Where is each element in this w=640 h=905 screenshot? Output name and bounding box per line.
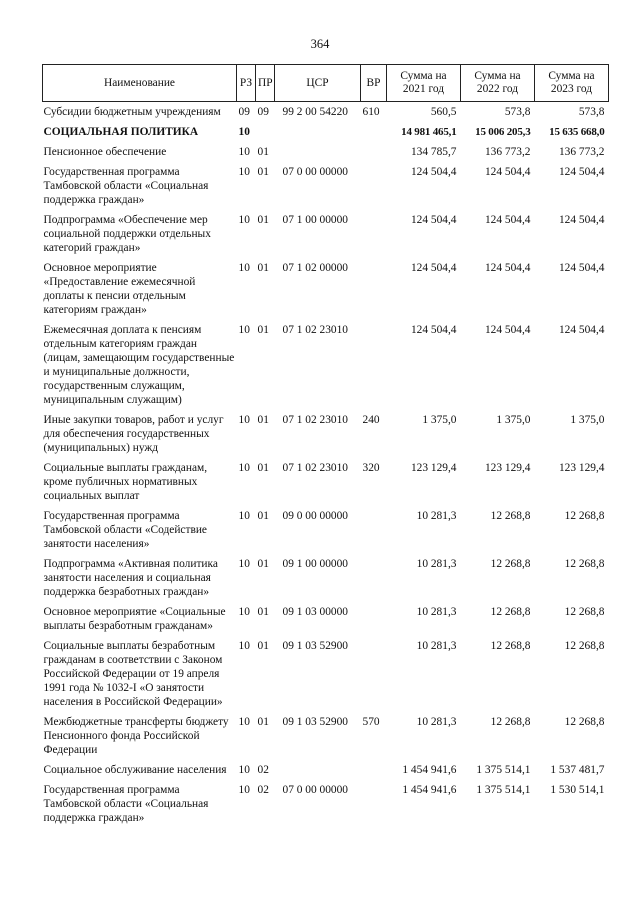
header-rz: РЗ <box>237 65 256 102</box>
row-sum-2021: 10 281,3 <box>416 510 457 522</box>
table-row <box>43 255 609 317</box>
row-sum-2021: 124 504,4 <box>410 214 457 226</box>
row-rz: 09 <box>238 106 250 118</box>
row-rz: 10 <box>238 510 250 522</box>
row-sum-2023: 12 268,8 <box>564 640 605 652</box>
row-pr: 01 <box>257 166 269 178</box>
row-pr: 01 <box>257 640 269 652</box>
budget-table <box>42 64 609 825</box>
header-pr: ПР <box>256 65 275 102</box>
row-sum-2023: 12 268,8 <box>564 558 605 570</box>
row-csr: 07 1 02 00000 <box>282 262 348 274</box>
row-sum-2022: 123 129,4 <box>484 462 531 474</box>
row-sum-2022: 124 504,4 <box>484 214 531 226</box>
row-vr <box>361 317 387 407</box>
row-pr: 01 <box>257 558 269 570</box>
row-name: Пенсионное обеспечение <box>43 146 167 158</box>
row-name: Межбюджетные трансферты бюджету Пенсионного фонда Российской Федерации <box>43 716 229 756</box>
row-sum-2023: 124 504,4 <box>558 324 605 336</box>
table-row <box>43 633 609 709</box>
row-rz: 10 <box>238 784 250 796</box>
row-sum-2022: 1 375 514,1 <box>476 784 531 796</box>
row-name: Социальные выплаты безработным гражданам в соответствии с Законом Российской Федерации от 19 апреля 1991 года № 1032-I «О занятости населения в Российской Федерации» <box>43 640 223 708</box>
row-name: Субсидии бюджетным учреждениям <box>43 106 221 118</box>
row-vr <box>361 503 387 551</box>
row-sum-2022: 136 773,2 <box>484 146 531 158</box>
row-csr: 99 2 00 54220 <box>282 106 348 118</box>
row-vr <box>361 139 387 159</box>
row-sum-2023: 124 504,4 <box>558 262 605 274</box>
row-pr <box>256 119 275 139</box>
row-csr: 07 1 02 23010 <box>282 414 348 426</box>
row-name: Подпрограмма «Активная политика занятости населения и социальная поддержка безработных граждан» <box>43 558 218 598</box>
row-sum-2021: 1 454 941,6 <box>402 764 457 776</box>
row-sum-2022: 124 504,4 <box>484 166 531 178</box>
row-sum-2021: 124 504,4 <box>410 166 457 178</box>
row-rz: 10 <box>238 146 250 158</box>
row-sum-2021: 10 281,3 <box>416 558 457 570</box>
row-vr: 610 <box>362 106 380 118</box>
row-pr: 01 <box>257 606 269 618</box>
row-pr: 01 <box>257 324 269 336</box>
row-vr <box>361 159 387 207</box>
row-vr <box>361 255 387 317</box>
row-pr: 01 <box>257 510 269 522</box>
row-vr <box>361 633 387 709</box>
row-sum-2023: 12 268,8 <box>564 716 605 728</box>
row-pr: 01 <box>257 146 269 158</box>
row-sum-2023: 573,8 <box>578 106 605 118</box>
row-pr: 01 <box>257 214 269 226</box>
row-vr <box>361 777 387 825</box>
row-sum-2023: 12 268,8 <box>564 606 605 618</box>
row-vr <box>361 119 387 139</box>
row-csr: 07 1 02 23010 <box>282 324 348 336</box>
row-name: Государственная программа Тамбовской области «Социальная поддержка граждан» <box>43 784 209 824</box>
row-sum-2023: 1 530 514,1 <box>550 784 605 796</box>
row-rz: 10 <box>238 126 250 138</box>
row-csr: 07 1 00 00000 <box>282 214 348 226</box>
row-name: Ежемесячная доплата к пенсиям отдельным категориям граждан (лицам, замещающим государственные и муниципальные должности, государственным служащим, муниципальным служащим) <box>43 324 235 406</box>
row-vr <box>361 551 387 599</box>
table-row <box>43 119 609 139</box>
page-number: 364 <box>310 37 330 51</box>
row-sum-2022: 573,8 <box>504 106 531 118</box>
row-sum-2023: 136 773,2 <box>558 146 605 158</box>
row-pr: 01 <box>257 716 269 728</box>
table-row <box>43 207 609 255</box>
row-rz: 10 <box>238 606 250 618</box>
row-rz: 10 <box>238 262 250 274</box>
row-rz: 10 <box>238 166 250 178</box>
table-row <box>43 455 609 503</box>
row-name: Государственная программа Тамбовской области «Социальная поддержка граждан» <box>43 166 209 206</box>
row-name: Подпрограмма «Обеспечение мер социальной поддержки отдельных категорий граждан» <box>43 214 211 254</box>
table-row <box>43 777 609 825</box>
row-sum-2021: 134 785,7 <box>410 146 457 158</box>
row-sum-2023: 124 504,4 <box>558 166 605 178</box>
row-csr: 09 1 03 00000 <box>282 606 348 618</box>
row-sum-2022: 15 006 205,3 <box>475 126 531 138</box>
row-csr <box>275 139 361 159</box>
table-row <box>43 317 609 407</box>
row-csr: 09 1 00 00000 <box>282 558 348 570</box>
row-sum-2022: 12 268,8 <box>490 716 531 728</box>
row-name: Государственная программа Тамбовской области «Содействие занятости населения» <box>43 510 207 550</box>
header-csr: ЦСР <box>275 65 361 102</box>
row-sum-2022: 124 504,4 <box>484 262 531 274</box>
row-sum-2022: 12 268,8 <box>490 510 531 522</box>
row-name: СОЦИАЛЬНАЯ ПОЛИТИКА <box>43 126 199 138</box>
header-name: Наименование <box>43 65 237 102</box>
row-sum-2021: 123 129,4 <box>410 462 457 474</box>
row-pr: 02 <box>257 764 269 776</box>
row-sum-2022: 12 268,8 <box>490 640 531 652</box>
row-sum-2022: 1 375,0 <box>496 414 531 426</box>
row-sum-2021: 124 504,4 <box>410 262 457 274</box>
row-rz: 10 <box>238 764 250 776</box>
row-vr: 570 <box>362 716 380 728</box>
row-csr: 07 0 00 00000 <box>282 166 348 178</box>
row-sum-2021: 10 281,3 <box>416 716 457 728</box>
row-sum-2021: 560,5 <box>430 106 457 118</box>
row-sum-2021: 14 981 465,1 <box>401 126 457 138</box>
table-row <box>43 599 609 633</box>
row-sum-2022: 124 504,4 <box>484 324 531 336</box>
row-sum-2022: 1 375 514,1 <box>476 764 531 776</box>
table-header <box>43 65 609 102</box>
header-sum-2021: Сумма на 2021 год <box>387 65 461 102</box>
table-row <box>43 407 609 455</box>
row-vr <box>361 757 387 777</box>
row-name: Основное мероприятие «Предоставление ежемесячной доплаты к пенсии отдельным категориям граждан» <box>43 262 196 316</box>
header-sum-2022: Сумма на 2022 год <box>461 65 535 102</box>
header-sum-2023: Сумма на 2023 год <box>535 65 609 102</box>
row-pr: 01 <box>257 414 269 426</box>
row-sum-2023: 12 268,8 <box>564 510 605 522</box>
row-csr <box>275 757 361 777</box>
table-body <box>43 102 609 826</box>
row-sum-2021: 10 281,3 <box>416 606 457 618</box>
row-csr: 09 1 03 52900 <box>282 716 348 728</box>
row-sum-2023: 1 375,0 <box>570 414 605 426</box>
row-rz: 10 <box>238 324 250 336</box>
row-pr: 01 <box>257 462 269 474</box>
row-name: Основное мероприятие «Социальные выплаты безработным гражданам» <box>43 606 226 632</box>
row-sum-2021: 124 504,4 <box>410 324 457 336</box>
row-rz: 10 <box>238 214 250 226</box>
table-row <box>43 159 609 207</box>
row-name: Социальное обслуживание населения <box>43 764 227 776</box>
row-sum-2021: 1 454 941,6 <box>402 784 457 796</box>
row-name: Социальные выплаты гражданам, кроме публичных нормативных социальных выплат <box>43 462 208 502</box>
row-sum-2023: 124 504,4 <box>558 214 605 226</box>
row-sum-2023: 1 537 481,7 <box>550 764 605 776</box>
row-pr: 02 <box>257 784 269 796</box>
row-vr: 320 <box>362 462 380 474</box>
row-pr: 01 <box>257 262 269 274</box>
row-csr: 07 0 00 00000 <box>282 784 348 796</box>
header-vr: ВР <box>361 65 387 102</box>
row-name: Иные закупки товаров, работ и услуг для обеспечения государственных (муниципальных) нужд <box>43 414 224 454</box>
row-sum-2021: 10 281,3 <box>416 640 457 652</box>
row-rz: 10 <box>238 462 250 474</box>
row-sum-2022: 12 268,8 <box>490 606 531 618</box>
table-row <box>43 139 609 159</box>
row-sum-2022: 12 268,8 <box>490 558 531 570</box>
table-row <box>43 709 609 757</box>
table-row <box>43 551 609 599</box>
table-row <box>43 503 609 551</box>
table-row <box>43 757 609 777</box>
row-vr <box>361 599 387 633</box>
row-vr <box>361 207 387 255</box>
table-row <box>43 102 609 120</box>
row-csr <box>275 119 361 139</box>
row-csr: 09 1 03 52900 <box>282 640 348 652</box>
row-rz: 10 <box>238 414 250 426</box>
row-rz: 10 <box>238 640 250 652</box>
row-rz: 10 <box>238 558 250 570</box>
row-pr: 09 <box>257 106 269 118</box>
row-sum-2023: 123 129,4 <box>558 462 605 474</box>
row-vr: 240 <box>362 414 380 426</box>
row-sum-2023: 15 635 668,0 <box>549 126 605 138</box>
row-rz: 10 <box>238 716 250 728</box>
row-csr: 07 1 02 23010 <box>282 462 348 474</box>
row-sum-2021: 1 375,0 <box>422 414 457 426</box>
row-csr: 09 0 00 00000 <box>282 510 348 522</box>
